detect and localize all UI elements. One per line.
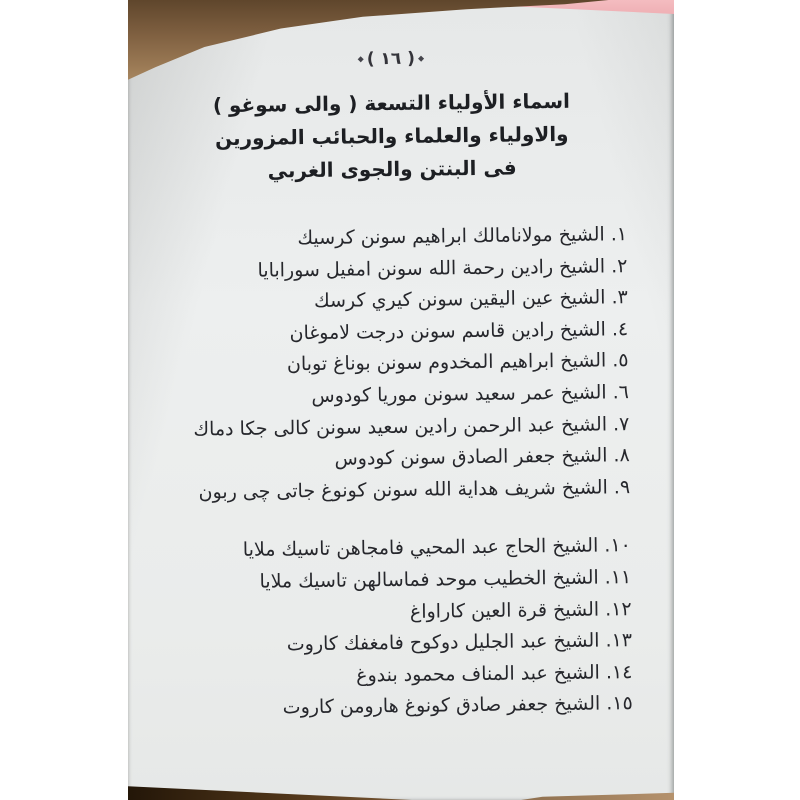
list-item: ٧. الشيخ عبد الرحمن رادين سعيد سونن كالى جكا دماك — [193, 412, 630, 441]
saints-list — [155, 219, 637, 726]
book-page-photo — [128, 0, 674, 800]
list-item: ١٥. الشيخ جعفر صادق كونوغ هارومن كاروت — [282, 692, 633, 719]
list-item: ٤. الشيخ رادين قاسم سونن درجت لاموغان — [289, 317, 629, 345]
list-item: ٢. الشيخ رادين رحمة الله سونن امفيل سورابايا — [257, 254, 628, 282]
list-item: ١١. الشيخ الخطيب موحد فماسالهن تاسيك ملايا — [259, 566, 632, 593]
page-number: ( ١٦ ) — [366, 48, 416, 70]
fleuron-icon: ◆ — [417, 53, 425, 63]
list-item: ١٠. الشيخ الحاج عبد المحيي فامجاهن تاسيك ملايا — [242, 534, 631, 562]
list-item: ٨. الشيخ جعفر الصادق سونن كودوس — [334, 444, 630, 470]
printed-page-content — [153, 43, 637, 726]
title-line: اسماء الأولياء التسعة ( والى سوغو ) — [212, 88, 571, 118]
fleuron-icon: ◆ — [357, 54, 364, 64]
list-item: ٥. الشيخ ابراهيم المخدوم سونن بوناغ توبان — [286, 349, 629, 376]
page-number-row — [153, 43, 629, 75]
page-title — [153, 84, 630, 189]
list-item: ١. الشيخ مولانامالك ابراهيم سونن كرسيك — [297, 223, 628, 250]
list-item: ٦. الشيخ عمر سعيد سونن موريا كودوس — [311, 381, 630, 407]
list-item: ٣. الشيخ عين اليقين سونن كيري كرسك — [313, 286, 628, 313]
list-item: ١٢. الشيخ قرة العين كاراواغ — [409, 597, 632, 623]
list-item: ١٤. الشيخ عبد المناف محمود بندوغ — [356, 660, 633, 687]
list-item: ١٣. الشيخ عبد الجليل دوكوح فامغفك كاروت — [286, 629, 633, 656]
title-line: والاولياء والعلماء والحبائب المزورين — [214, 121, 569, 151]
table-edge-bottom-left — [128, 785, 412, 800]
title-line: فى البنتن والجوى الغربي — [267, 155, 517, 183]
table-edge-bottom-right — [521, 792, 674, 800]
list-item: ٩. الشيخ شريف هداية الله سونن كونوغ جاتى چى ربون — [198, 475, 631, 504]
